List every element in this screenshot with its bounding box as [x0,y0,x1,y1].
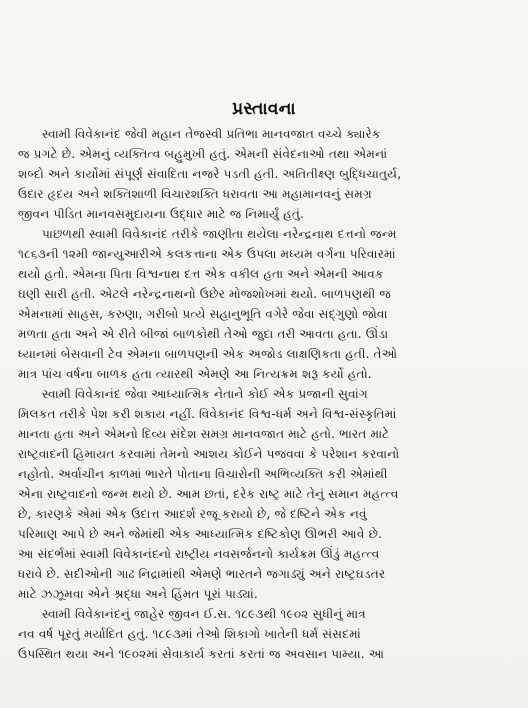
text-line: છે, કારણકે એમાં એક ઉદાત્ત આદર્શ રજૂ કરાયો છે, જે દષ્ટિને એક નવું [18,507,367,521]
text-line: પાછળથી સ્વામી વિવેકાનંદ તરીકે જાણીતા થયેલા નરેન્દ્રનાથ દત્તનો જન્મ [42,227,397,241]
text-line: ઘણી સારી હતી. એટલે નરેન્દ્રનાથનો ઉછેર મોજશોખમાં થયો. બાળપણથી જ [18,287,391,301]
text-line: સ્વામી વિવેકાનંદ જેવી મહાન તેજસ્વી પ્રતિભા માનવજાત વચ્ચે ક્યારેક [42,127,381,141]
text-line: માત્ર પાંચ વર્ષના બાળક હતા ત્યારથી એમણે આ નિત્યક્રમ શરૂ કર્યો હતો. [18,367,372,381]
text-line: નવ વર્ષ પૂરતું મર્યાદિત હતું. ૧૮૯૩માં તેઓ શિકાગો ખાતેની ધર્મ સંસદમાં [18,627,361,641]
text-line: રાષ્ટ્રવાદની હિમાયત કરવામાં તેમનો આશય કોઈને પજવવા કે પરેશાન કરવાનો [18,447,400,461]
text-line: એના રાષ્ટ્રવાદનો જન્મ થયો છે. આમ છતાં, દરેક રાષ્ટ્ર માટે તેનું સમાન મહત્ત્વ [18,487,399,501]
text-line: થયો હતો. એમના પિતા વિશ્વનાથ દત્ત એક વકીલ હતા અને એમની આવક [18,267,384,281]
text-line: જ પ્રગટે છે. એમનું વ્યક્તિત્વ બહુમુખી હતું. એમની સંવેદનાઓ તથા એમનાં [18,147,388,161]
text-line: ઉપસ્થિત થયા અને ૧૯૦૨માં સેવાકાર્ય કરતાં કરતાં જ અવસાન પામ્યા. આ [18,647,385,661]
text-line: સ્વામી વિવેકાનંદનું જાહેર જીવન ઈ.સ. ૧૮૯૩થી ૧૯૦૨ સુધીનું માત્ર [42,607,366,621]
text-line: મળતા હતા અને એ રીતે બીજાં બાળકોથી તેઓ જુદા તરી આવતા હતા. ઊંડા [18,327,389,341]
text-line: માટે ઝઝૂમવા એને શ્રદ્ધા અને હિંમત પૂરાં પાડ્યાં. [18,587,258,601]
text-line: ધરાવે છે. સદીઓની ગાઢ નિદ્રામાંથી એમણે ભારતને જગાડ્યું અને રાષ્ટ્રઘડતર [18,567,386,581]
text-line: શબ્દો અને કાર્યોમાં સંપૂર્ણ સંવાદિતા નજરે પડતી હતી. અતિતીક્ષ્ણ બુદ્ધિચાતુર્ય, [18,167,402,181]
text-line: પરિમાણ આપે છે અને જેમાંથી એક આધ્યાત્મિક દષ્ટિકોણ ઊભરી આવે છે. [18,527,383,541]
text-line: આ સંદર્ભમાં સ્વામી વિવેકાનંદનો રાષ્ટ્રીય નવસર્જનનો કાર્યક્રમ ઊંડું મહત્ત્વ [18,547,380,561]
text-line: ઉદાર હૃદય અને શક્તિશાળી વિચારશક્તિ ધરાવતા આ મહામાનવનું સમગ્ર [18,187,372,201]
text-line: માનતા હતા અને એમનો દિવ્ય સંદેશ સમગ્ર માનવજાત માટે હતો. ભારત માટે [18,427,390,441]
page-title: પ્રસ્તાવના [232,99,296,119]
text-line: નહોતો. અર્વાચીન કાળમાં ભારતે પોતાના વિચારોની અભિવ્યક્તિ કરી એમાંથી [18,467,388,481]
text-line: ધ્યાનમાં બેસવાની ટેવ એમના બાળપણની એક અજોડ લાક્ષણિકતા હતી. તેઓ [18,347,398,361]
text-line: ૧૮૬૩ની ૧૨મી જાન્યુઆરીએ કલકત્તાના એક ઉપલા મધ્યમ વર્ગના પરિવારમાં [18,247,396,261]
text-line: સ્વામી વિવેકાનંદ જેવા આધ્યાત્મિક નેતાને કોઈ એક પ્રજાની સુવાંગ [42,387,368,401]
text-line: મિલકત તરીકે પેશ કરી શકાય નહીં. વિવેકાનંદ વિશ્વ-ધર્મ અને વિશ્વ-સંસ્કૃતિમાં [18,407,397,421]
text-line: એમનામાં સાહસ, કરુણા, ગરીબો પ્રત્યે સહાનુભૂતિ વગેરે જેવા સદ્ગુણો જોવા [18,307,388,321]
body-text [18,124,512,664]
text-line: જીવન પીડિત માનવસમુદાયના ઉદ્ધાર માટે જ નિમાર્યું હતું. [18,207,305,221]
